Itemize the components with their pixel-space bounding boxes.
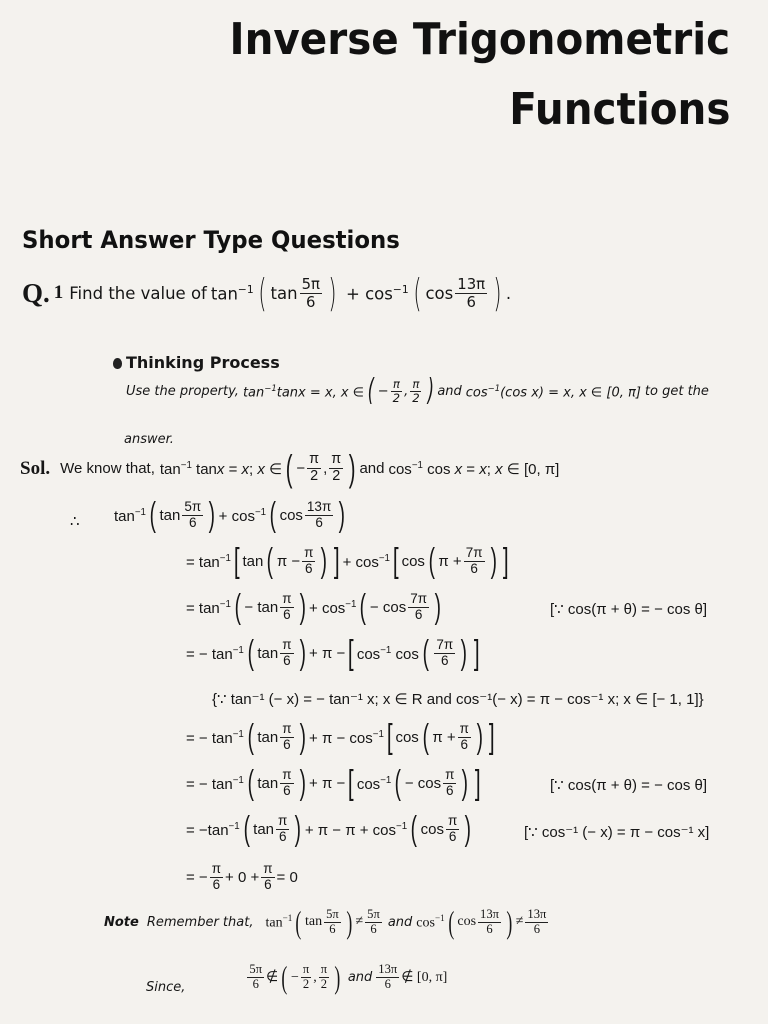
chapter-title-line2: Functions [508, 84, 730, 135]
question-text: Find the value of [69, 283, 207, 303]
solution-step-3: = − $\tan^{-1}$ ( tan $\frac{\pi}{6}$ ) + π − [ $\cos^{-1} \cos$ ( $\frac{7\pi}{6}$ ) ] [186, 634, 480, 672]
reason-1: [∵ cos(π + θ) = − cos θ] [550, 601, 708, 618]
bulb-icon [113, 358, 122, 369]
thinking-process-heading: Thinking Process [113, 353, 280, 372]
reason-3: [∵ cos(π + θ) = − cos θ] [550, 777, 708, 794]
thinking-process-line2: answer. [124, 432, 174, 447]
question-expression: $\tan^{-1}$ ( tan $\frac{5\pi}{6}$ ) + $\cos^{-1}$ ( cos $\frac{13\pi}{6}$ ) . [210, 271, 512, 315]
solution-label: Sol. [20, 457, 51, 479]
solution-step-2: = $\tan^{-1}$ ( − tan $\frac{\pi}{6}$ ) + $\cos^{-1}$ ( − cos $\frac{7\pi}{6}$ ) [186, 588, 441, 626]
final-result: = 0 [276, 868, 298, 886]
therefore-symbol: ∴ [70, 513, 80, 530]
solution-step-6: = $-\tan^{-1}$ ( tan $\frac{\pi}{6}$ ) + $\pi - \pi + \cos^{-1}$ ( cos $\frac{\pi}{6}$ ) [186, 810, 472, 848]
question-1 [22, 271, 512, 315]
solution-step-4: = − $\tan^{-1}$ ( tan $\frac{\pi}{6}$ ) + $\pi - \cos^{-1}$ [ cos ( π + $\frac{\pi}{6}$ ) ] [186, 718, 496, 756]
note-line: Note Remember that, $\tan^{-1}$ ( tan $\frac{5\pi}{6}$ ) ≠ $\frac{5\pi}{6}$ and $\cos^{-1}$ ( cos $\frac{13\pi}{6}$ ) ≠ $\frac{13\pi}{6}$ [104, 904, 547, 940]
solution-step-1: = $\tan^{-1}$ [ tan ( π − $\frac{\pi}{6}$ ) ] + $\cos^{-1}$ [ cos ( π + $\frac{7\pi}{6}$ ) ] [186, 542, 509, 580]
chapter-title-line1: Inverse Trigonometric [229, 14, 730, 65]
solution-intro: Sol. We know that, $\tan^{-1} \tan x = x$; x ∈ ( − $\frac{\pi}{2}$ , $\frac{\pi}{2}$ ) and $\cos^{-1} \cos x = x$; x ∈ [0, π] [20, 448, 560, 489]
section-heading: Short Answer Type Questions [22, 226, 400, 254]
solution-step-7: = − $\frac{\pi}{6}$ + 0 + $\frac{\pi}{6}$ = 0 [186, 861, 298, 892]
question-number: 1 [53, 282, 64, 304]
solution-step-0: $\tan^{-1}$ ( tan $\frac{5\pi}{6}$ ) + $\cos^{-1}$ ( cos $\frac{13\pi}{6}$ ) [114, 496, 346, 534]
reason-4: [∵ cos⁻¹ (− x) = π − cos⁻¹ x] [524, 824, 710, 841]
reason-2: {∵ tan⁻¹ (− x) = − tan⁻¹ x; x ∈ R and cos⁻¹(− x) = π − cos⁻¹ x; x ∈ [− 1, 1]} [212, 691, 704, 708]
note-label: Note [104, 914, 139, 930]
solution-step-5: = − $\tan^{-1}$ ( tan $\frac{\pi}{6}$ ) + π − [ $\cos^{-1}$ ( − cos $\frac{\pi}{6}$ ) ] [186, 764, 481, 802]
since-line: Since, $\frac{5\pi}{6}$ ∉ ( − $\frac{\pi}{2}$ , $\frac{\pi}{2}$ ) and $\frac{13\pi}{6}$ ∉ [0, π] [146, 959, 448, 996]
question-marker: Q. [22, 277, 50, 308]
thinking-process-line1: Use the property, $\tan^{-1}\tan x = x$, x ∈ ( − $\frac{\pi}{2}$ , $\frac{\pi}{2}$ ) and $\cos^{-1}(\cos$ x) = x, x ∈ [0, π] to get the [126, 373, 709, 408]
